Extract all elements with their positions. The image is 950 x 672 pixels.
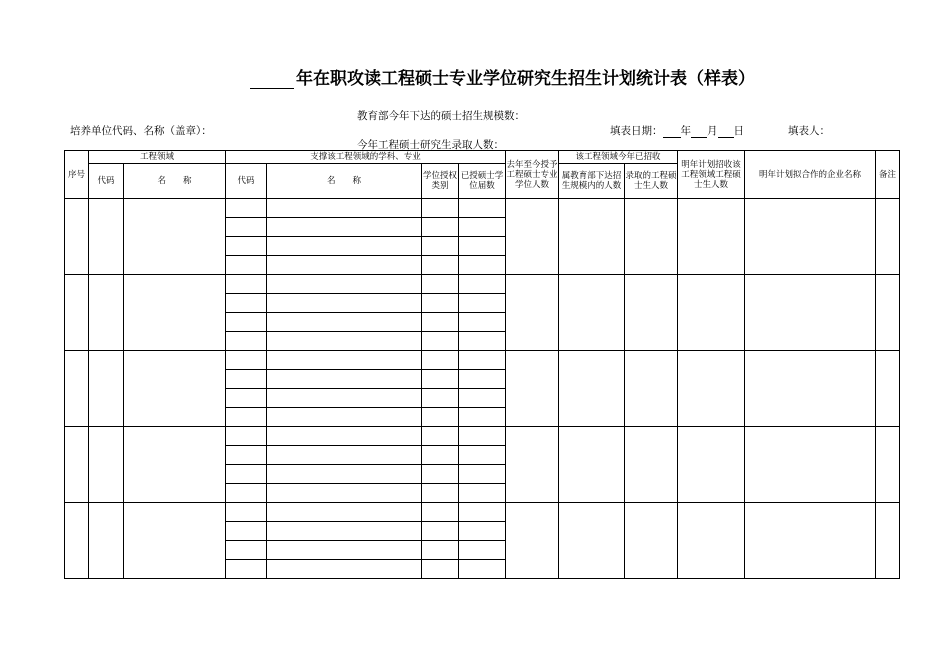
- title-text: 年在职攻读工程硕士专业学位研究生招生计划统计表（样表）: [296, 69, 755, 89]
- field-name-cell[interactable]: [124, 351, 226, 427]
- support-code-cell[interactable]: [226, 237, 267, 256]
- field-code-cell[interactable]: [89, 275, 124, 351]
- admitted-cell[interactable]: [625, 503, 678, 579]
- graduates-cell[interactable]: [459, 427, 506, 446]
- graduates-cell[interactable]: [459, 389, 506, 408]
- graduates-cell[interactable]: [459, 522, 506, 541]
- degree-type-cell[interactable]: [422, 199, 459, 218]
- support-code-cell[interactable]: [226, 522, 267, 541]
- in-quota-cell[interactable]: [559, 503, 625, 579]
- support-name-cell[interactable]: [267, 370, 422, 389]
- graduates-cell[interactable]: [459, 408, 506, 427]
- seq-cell[interactable]: [65, 275, 89, 351]
- support-code-cell[interactable]: [226, 332, 267, 351]
- remark-cell[interactable]: [876, 199, 900, 275]
- graduates-cell[interactable]: [459, 351, 506, 370]
- support-name-cell[interactable]: [267, 465, 422, 484]
- remark-cell[interactable]: [876, 503, 900, 579]
- support-name-cell[interactable]: [267, 560, 422, 579]
- admitted-cell[interactable]: [625, 199, 678, 275]
- graduates-cell[interactable]: [459, 503, 506, 522]
- admitted-cell[interactable]: [625, 427, 678, 503]
- field-name-cell[interactable]: [124, 275, 226, 351]
- col-in-quota: 属教育部下达招生规模内的人数: [559, 164, 625, 199]
- col-enrolled-group: 该工程领域今年已招收: [559, 151, 678, 164]
- degree-type-cell[interactable]: [422, 465, 459, 484]
- graduates-cell[interactable]: [459, 275, 506, 294]
- last-year-cell[interactable]: [506, 427, 559, 503]
- support-code-cell[interactable]: [226, 313, 267, 332]
- degree-type-cell[interactable]: [422, 389, 459, 408]
- support-name-cell[interactable]: [267, 332, 422, 351]
- graduates-cell[interactable]: [459, 313, 506, 332]
- table-row: [65, 427, 900, 446]
- degree-type-cell[interactable]: [422, 522, 459, 541]
- graduates-cell[interactable]: [459, 446, 506, 465]
- last-year-cell[interactable]: [506, 275, 559, 351]
- col-support-name: 名 称: [267, 164, 422, 199]
- support-name-cell[interactable]: [267, 351, 422, 370]
- filler-label: 填表人：: [788, 125, 830, 137]
- admitted-cell[interactable]: [625, 351, 678, 427]
- last-year-cell[interactable]: [506, 199, 559, 275]
- remark-cell[interactable]: [876, 275, 900, 351]
- next-plan-cell[interactable]: [678, 275, 745, 351]
- plan-table: [64, 150, 900, 579]
- support-code-cell[interactable]: [226, 389, 267, 408]
- graduates-cell[interactable]: [459, 256, 506, 275]
- support-code-cell[interactable]: [226, 294, 267, 313]
- remark-cell[interactable]: [876, 351, 900, 427]
- support-name-cell[interactable]: [267, 408, 422, 427]
- in-quota-cell[interactable]: [559, 199, 625, 275]
- seq-cell[interactable]: [65, 199, 89, 275]
- support-name-cell[interactable]: [267, 484, 422, 503]
- degree-type-cell[interactable]: [422, 237, 459, 256]
- degree-type-cell[interactable]: [422, 427, 459, 446]
- table-row: [65, 275, 900, 294]
- seq-cell[interactable]: [65, 427, 89, 503]
- support-code-cell[interactable]: [226, 427, 267, 446]
- support-code-cell[interactable]: [226, 503, 267, 522]
- last-year-cell[interactable]: [506, 503, 559, 579]
- field-code-cell[interactable]: [89, 503, 124, 579]
- seq-cell[interactable]: [65, 351, 89, 427]
- support-name-cell[interactable]: [267, 389, 422, 408]
- last-year-cell[interactable]: [506, 351, 559, 427]
- next-plan-cell[interactable]: [678, 427, 745, 503]
- col-field-name: 名 称: [124, 164, 226, 199]
- month-field[interactable]: [691, 126, 707, 138]
- support-name-cell[interactable]: [267, 313, 422, 332]
- support-name-cell[interactable]: [267, 199, 422, 218]
- fill-date: [610, 123, 744, 138]
- support-name-cell[interactable]: [267, 237, 422, 256]
- field-name-cell[interactable]: [124, 199, 226, 275]
- support-name-cell[interactable]: [267, 427, 422, 446]
- graduates-cell[interactable]: [459, 541, 506, 560]
- field-name-cell[interactable]: [124, 427, 226, 503]
- degree-type-cell[interactable]: [422, 332, 459, 351]
- degree-type-cell[interactable]: [422, 370, 459, 389]
- col-field-group: 工程领域: [89, 151, 226, 164]
- year-label: 年: [680, 125, 691, 137]
- remark-cell[interactable]: [876, 427, 900, 503]
- col-last-year: 去年至今授予工程硕士专业学位人数: [506, 151, 559, 199]
- support-name-cell[interactable]: [267, 503, 422, 522]
- next-plan-cell[interactable]: [678, 199, 745, 275]
- partner-cell[interactable]: [745, 199, 876, 275]
- support-name-cell[interactable]: [267, 218, 422, 237]
- col-support-code: 代码: [226, 164, 267, 199]
- degree-type-cell[interactable]: [422, 351, 459, 370]
- col-seq: 序号: [65, 151, 89, 199]
- support-name-cell[interactable]: [267, 541, 422, 560]
- col-field-code: 代码: [89, 164, 124, 199]
- in-quota-cell[interactable]: [559, 427, 625, 503]
- partner-cell[interactable]: [745, 427, 876, 503]
- support-code-cell[interactable]: [226, 484, 267, 503]
- support-name-cell[interactable]: [267, 256, 422, 275]
- field-code-cell[interactable]: [89, 427, 124, 503]
- col-partner: 明年计划拟合作的企业名称: [745, 151, 876, 199]
- graduates-cell[interactable]: [459, 465, 506, 484]
- partner-cell[interactable]: [745, 351, 876, 427]
- enrolled-label: 今年工程硕士研究生录取人数：: [357, 139, 504, 151]
- support-code-cell[interactable]: [226, 560, 267, 579]
- col-graduates: 已授硕士学位届数: [459, 164, 506, 199]
- support-code-cell[interactable]: [226, 446, 267, 465]
- support-code-cell[interactable]: [226, 199, 267, 218]
- degree-type-cell[interactable]: [422, 541, 459, 560]
- admitted-cell[interactable]: [625, 275, 678, 351]
- support-code-cell[interactable]: [226, 370, 267, 389]
- support-code-cell[interactable]: [226, 256, 267, 275]
- support-code-cell[interactable]: [226, 218, 267, 237]
- field-code-cell[interactable]: [89, 199, 124, 275]
- col-support-group: 支撑该工程领域的学科、专业: [226, 151, 506, 164]
- graduates-cell[interactable]: [459, 294, 506, 313]
- degree-type-cell[interactable]: [422, 408, 459, 427]
- support-code-cell[interactable]: [226, 465, 267, 484]
- month-label: 月: [707, 125, 718, 137]
- in-quota-cell[interactable]: [559, 351, 625, 427]
- support-code-cell[interactable]: [226, 351, 267, 370]
- next-plan-cell[interactable]: [678, 351, 745, 427]
- day-label: 日: [733, 125, 744, 137]
- support-name-cell[interactable]: [267, 522, 422, 541]
- fill-date-label: 填表日期：: [610, 125, 663, 137]
- support-code-cell[interactable]: [226, 275, 267, 294]
- col-next-plan: 明年计划招收该工程领域工程硕士生人数: [678, 151, 745, 199]
- in-quota-cell[interactable]: [559, 275, 625, 351]
- year-field[interactable]: [663, 126, 681, 138]
- year-blank: [250, 72, 294, 89]
- table-row: [65, 503, 900, 522]
- graduates-cell[interactable]: [459, 560, 506, 579]
- support-code-cell[interactable]: [226, 408, 267, 427]
- degree-type-cell[interactable]: [422, 503, 459, 522]
- seq-cell[interactable]: [65, 503, 89, 579]
- table-row: [65, 199, 900, 218]
- col-remark: 备注: [876, 151, 900, 199]
- graduates-cell[interactable]: [459, 237, 506, 256]
- support-name-cell[interactable]: [267, 446, 422, 465]
- table-body: [65, 199, 900, 579]
- degree-type-cell[interactable]: [422, 560, 459, 579]
- field-name-cell[interactable]: [124, 503, 226, 579]
- col-admitted: 录取的工程硕士生人数: [625, 164, 678, 199]
- page-title: [250, 64, 755, 89]
- partner-cell[interactable]: [745, 503, 876, 579]
- support-code-cell[interactable]: [226, 541, 267, 560]
- partner-cell[interactable]: [745, 275, 876, 351]
- next-plan-cell[interactable]: [678, 503, 745, 579]
- degree-type-cell[interactable]: [422, 218, 459, 237]
- graduates-cell[interactable]: [459, 218, 506, 237]
- support-name-cell[interactable]: [267, 294, 422, 313]
- degree-type-cell[interactable]: [422, 446, 459, 465]
- support-name-cell[interactable]: [267, 275, 422, 294]
- graduates-cell[interactable]: [459, 332, 506, 351]
- field-code-cell[interactable]: [89, 351, 124, 427]
- graduates-cell[interactable]: [459, 199, 506, 218]
- quota-label: 教育部今年下达的硕士招生规模数：: [357, 110, 525, 122]
- col-degree-type: 学位授权类别: [422, 164, 459, 199]
- degree-type-cell[interactable]: [422, 256, 459, 275]
- graduates-cell[interactable]: [459, 370, 506, 389]
- graduates-cell[interactable]: [459, 484, 506, 503]
- degree-type-cell[interactable]: [422, 484, 459, 503]
- degree-type-cell[interactable]: [422, 313, 459, 332]
- table-row: [65, 351, 900, 370]
- day-field[interactable]: [718, 126, 734, 138]
- degree-type-cell[interactable]: [422, 275, 459, 294]
- unit-label: 培养单位代码、名称（盖章）：: [70, 125, 212, 137]
- degree-type-cell[interactable]: [422, 294, 459, 313]
